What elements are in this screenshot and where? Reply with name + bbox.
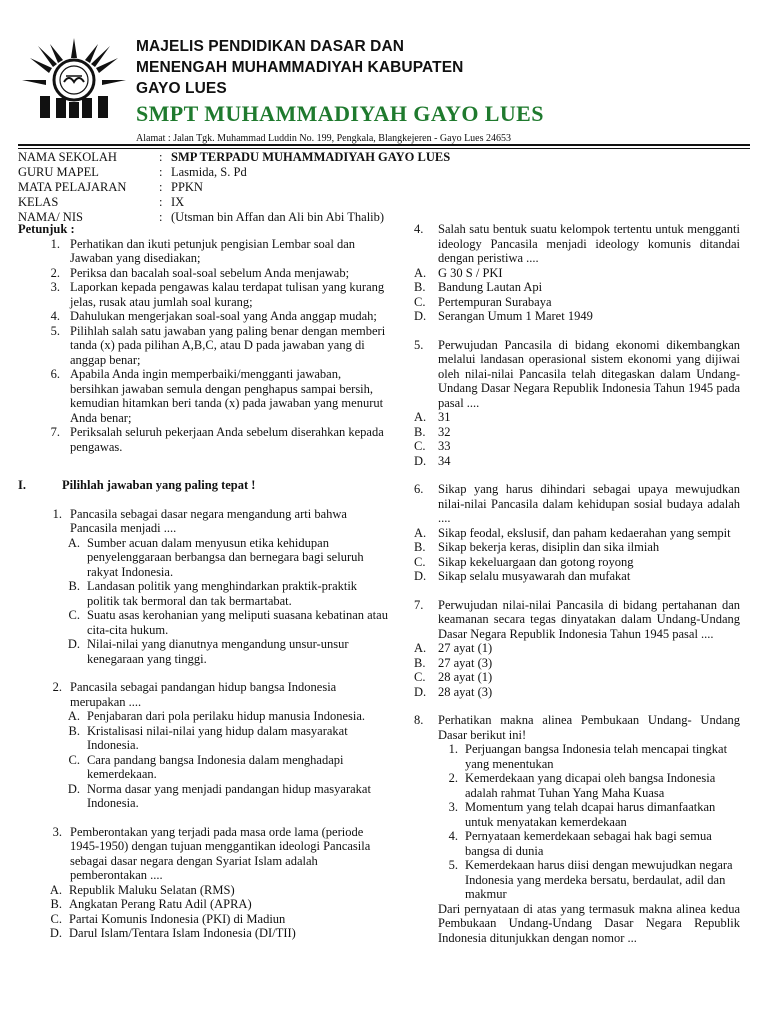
option-letter: C. [414,439,426,453]
option-letter: A. [67,709,80,723]
option-text: Sikap selalu musyawarah dan mufakat [438,569,631,583]
option-text: Landasan politik yang menghindarkan praktik-praktik politik tak bermoral dan tak bermartabat. [87,579,358,608]
info-separator: : [159,180,163,194]
instruction-number: 6. [50,367,60,381]
question-text: Perwujudan Pancasila di bidang ekonomi dikembangkan melalui landasan operasional sistem ekonomi yang dijiwai oleh nilai-nilai Pancasila telah ditegaskan dalam Undang-Undang Dasar Negara Republik Indonesia Tahun 1945 pada pasal .... [438,337,740,410]
answer-option[interactable] [414,670,740,685]
answer-option[interactable] [414,454,740,469]
question-number: 4. [414,222,424,236]
option-text: Cara pandang bangsa Indonesia dalam menghadapi kemerdekaan. [87,752,344,781]
option-letter: C. [68,752,80,767]
section-heading [18,478,390,493]
statement-number: 5. [448,858,458,872]
answer-option[interactable] [414,555,740,570]
option-text: Republik Maluku Selatan (RMS) [69,882,235,897]
option-text: Partai Komunis Indonesia (PKI) di Madiun [69,911,286,926]
instruction-number: 5. [50,323,60,338]
answer-option[interactable] [414,526,740,541]
answer-options [18,883,390,941]
question-text: Sikap yang harus dihindari sebagai upaya mewujudkan nilai-nilai Pancasila dalam kehidupan sosial budaya adalah .... [438,482,740,525]
question-text: Pemberontakan yang terjadi pada masa orde lama (periode 1945-1950) dengan tujuan menggantikan ideologi Pancasila sebagai dasar negara dengan Syariat Islam adalah pemberontakan .... [70,824,371,882]
question-stem [414,338,740,411]
answer-option[interactable] [414,641,740,656]
statement-text: Momentum yang telah dcapai harus dimanfaatkan untuk menyatakan kemerdekaan [465,800,716,829]
option-letter: D. [414,453,427,468]
answer-option[interactable] [414,569,740,584]
option-letter: A. [414,525,427,540]
question-5 [414,338,740,469]
question-stem [414,713,740,742]
school-address: Alamat : Jalan Tgk. Muhammad Luddin No. 199, Pengkala, Blangkejeren - Gayo Lues 24653 [136,133,512,144]
question-number: 6. [414,482,424,496]
question-stem [18,507,390,536]
option-text: 27 ayat (1) [438,641,493,655]
instruction-number: 1. [50,236,60,251]
question-text: Pancasila sebagai pandangan hidup bangsa Indonesia merupakan .... [70,680,337,709]
answer-option[interactable] [414,266,740,281]
question-number: 3. [52,824,62,839]
option-letter: A. [414,410,427,424]
instruction-item [18,266,390,281]
option-letter: B. [414,540,426,554]
answer-option[interactable] [18,724,390,753]
instruction-item [18,324,390,368]
info-label: KELAS [18,195,59,209]
statement-item [414,858,740,902]
answer-option[interactable] [18,926,390,941]
info-label: MATA PELAJARAN [18,180,127,194]
letterhead [0,0,768,146]
option-letter: D. [414,569,427,583]
answer-option[interactable] [414,656,740,671]
info-separator: : [159,210,163,224]
instruction-number: 4. [50,309,60,323]
instruction-text: Periksalah seluruh pekerjaan Anda sebelum diserahkan kepada pengawas. [70,425,384,454]
info-separator: : [159,195,163,209]
option-letter: A. [67,535,80,550]
option-letter: C. [414,294,426,309]
info-label: NAMA SEKOLAH [18,150,117,164]
info-label: NAMA/ NIS [18,210,83,224]
instruction-number: 3. [50,280,60,294]
statement-item [414,829,740,858]
info-label: GURU MAPEL [18,165,99,179]
instruction-text: Dahulukan mengerjakan soal-soal yang Anda anggap mudah; [70,309,377,323]
instruction-text: Perhatikan dan ikuti petunjuk pengisian Lembar soal dan Jawaban yang disediakan; [70,236,355,265]
info-row-teacher [18,165,450,180]
instructions-title: Petunjuk : [18,222,75,236]
question-number: 8. [414,713,424,727]
question-number: 1. [52,506,62,521]
info-value: (Utsman bin Affan dan Ali bin Abi Thalib) [171,210,385,224]
option-letter: B. [414,280,426,294]
question-7 [414,598,740,700]
option-letter: D. [414,684,427,699]
statement-number: 1. [448,742,458,756]
answer-option[interactable] [18,579,390,608]
info-value: PPKN [171,180,203,194]
answer-options [18,536,390,667]
info-value: Lasmida, S. Pd [171,165,247,179]
option-text: Nilai-nilai yang dianutnya mengandung unsur-unsur kenegaraan yang tinggi. [87,637,349,666]
info-value: IX [171,195,185,209]
option-letter: A. [414,641,427,655]
option-letter: D. [49,926,62,940]
option-text: Sumber acuan dalam menyusun etika kehidupan penyelenggaraan berbangsa dan bernegara bagi seluruh rakyat Indonesia. [87,535,364,579]
instruction-item [18,367,390,425]
statement-text: Kemerdekaan harus diisi dengan mewujudkan negara Indonesia yang merdeka bersatu, berdaulat, adil dan makmur [465,858,733,901]
option-text: 28 ayat (3) [438,684,493,699]
question-stem [18,680,390,709]
left-column [18,222,390,941]
option-text: Sikap feodal, ekslusif, dan paham kedaerahan yang sempit [438,525,731,540]
org-name-line-1: MAJELIS PENDIDIKAN DASAR DAN [136,38,405,55]
option-letter: B. [50,897,62,911]
option-letter: C. [50,911,62,926]
option-text: Pertempuran Surabaya [438,294,552,309]
question-1 [18,507,390,667]
info-row-class [18,195,450,210]
option-text: Serangan Umum 1 Maret 1949 [438,309,593,323]
answer-option[interactable] [414,309,740,324]
option-text: Bandung Lautan Api [438,280,543,294]
question-number: 2. [52,680,62,694]
statement-number: 2. [448,771,458,785]
answer-option[interactable] [18,608,390,637]
option-text: Darul Islam/Tentara Islam Indonesia (DI/TII) [69,926,296,940]
right-column [414,222,740,959]
question-8 [414,713,740,945]
question-text: Perwujudan nilai-nilai Pancasila di bidang pertahanan dan keamanan secara tegas dinyatakan dalam Undang-Undang Dasar Negara Republik Indonesia Tahun 1945 pasal .... [438,597,740,641]
instruction-text: Periksa dan bacalah soal-soal sebelum Anda menjawab; [70,265,350,280]
option-letter: A. [414,265,427,280]
option-text: Angkatan Perang Ratu Adil (APRA) [69,897,252,911]
option-text: 32 [438,424,451,439]
answer-option[interactable] [18,753,390,782]
option-letter: B. [68,579,80,593]
instructions-list [18,237,390,455]
answer-option[interactable] [18,897,390,912]
org-name-line-2: MENENGAH MUHAMMADIYAH KABUPATEN [136,59,464,76]
instruction-text: Apabila Anda ingin memperbaiki/mengganti jawaban, bersihkan jawaban semula dengan penghapus sampai bersih, kemudian hitamkan beri tanda (x) pada jawaban yang menurut Anda benar; [70,367,384,425]
question-text: Salah satu bentuk suatu kelompok tertentu untuk mengganti ideology Pancasila menjadi ideology komunis ditandai dengan peristiwa .... [438,222,740,265]
instruction-text: Pilihlah salah satu jawaban yang paling benar dengan memberi tanda (x) pada pilihan A,B,C, atau D pada jawaban yang di anggap benar; [70,323,386,367]
instruction-item [18,237,390,266]
instruction-item [18,309,390,324]
option-letter: C. [68,608,80,622]
question-stem [414,222,740,266]
option-letter: B. [414,655,426,670]
info-row-subject [18,180,450,195]
question-stem [414,598,740,642]
statement-number: 3. [448,800,458,814]
org-name-line-3: GAYO LUES [136,80,227,97]
answer-option[interactable] [18,637,390,666]
question-number: 5. [414,337,424,352]
option-text: Kristalisasi nilai-nilai yang hidup dalam masyarakat Indonesia. [87,723,348,752]
statement-item [414,742,740,771]
answer-option[interactable] [414,685,740,700]
question-text: Pancasila sebagai dasar negara mengandung arti bahwa Pancasila menjadi .... [70,506,347,535]
statement-text: Perjuangan bangsa Indonesia telah mencapai tingkat yang menentukan [465,742,728,771]
question-number: 7. [414,597,424,612]
option-letter: D. [67,781,80,796]
muhammadiyah-sun-logo-icon [20,36,128,120]
question-text: Perhatikan makna alinea Pembukaan Undang- Undang Dasar berikut ini! [438,713,740,742]
option-letter: D. [67,637,80,651]
option-letter: B. [414,424,426,439]
statement-text: Kemerdekaan yang dicapai oleh bangsa Indonesia adalah rahmat Tuhan Yang Maha Kuasa [465,771,716,800]
instruction-number: 7. [50,425,60,439]
question-closing-text: Dari pernyataan di atas yang termasuk makna alinea kedua Pembukaan Undang-Undang Dasar Negara Republik Indonesia ditunjukkan dengan nomor ... [438,901,740,945]
answer-option[interactable] [18,782,390,811]
answer-option[interactable] [414,425,740,440]
option-text: G 30 S / PKI [438,265,503,280]
section-title: Pilihlah jawaban yang paling tepat ! [62,478,256,492]
instruction-item [18,425,390,454]
option-letter: C. [414,670,426,684]
answer-option[interactable] [18,709,390,724]
option-text: 34 [438,453,451,468]
option-letter: C. [414,554,426,569]
option-text: Suatu asas kerohanian yang meliputi suasana kebatinan atau cita-cita hukum. [87,608,388,637]
option-text: 27 ayat (3) [438,655,493,670]
answer-option[interactable] [414,439,740,454]
answer-option[interactable] [18,883,390,898]
answer-option[interactable] [18,912,390,927]
option-text: 31 [438,410,451,424]
answer-option[interactable] [414,295,740,310]
option-text: Norma dasar yang menjadi pandangan hidup masyarakat Indonesia. [87,781,371,810]
answer-option[interactable] [18,536,390,580]
option-letter: D. [414,309,427,323]
statement-text: Pernyataan kemerdekaan sebagai hak bagi semua bangsa di dunia [465,829,712,858]
question-stem [414,482,740,526]
statement-item [414,771,740,800]
question-2 [18,680,390,811]
option-letter: B. [68,723,80,738]
info-separator: : [159,150,163,164]
question-3 [18,825,390,941]
letterhead-rule-thin [18,148,750,149]
instruction-number: 2. [50,265,60,280]
option-text: Sikap bekerja keras, disiplin dan sika ilmiah [438,540,660,554]
info-separator: : [159,165,163,179]
question-4 [414,222,740,324]
option-text: Sikap kekeluargaan dan gotong royong [438,554,634,569]
school-name: SMPT MUHAMMADIYAH GAYO LUES [136,101,544,126]
letterhead-rule-thick [18,144,750,146]
answer-option[interactable] [414,540,740,555]
statement-number: 4. [448,829,458,843]
instruction-text: Laporkan kepada pengawas kalau terdapat tulisan yang kurang jelas, rusak atau jumlah soal kurang; [70,280,385,309]
option-letter: A. [49,882,62,897]
option-text: 33 [438,439,451,453]
answer-option[interactable] [414,410,740,425]
option-text: Penjabaran dari pola perilaku hidup manusia Indonesia. [87,709,366,723]
answer-options [18,709,390,811]
info-value: SMP TERPADU MUHAMMADIYAH GAYO LUES [171,150,451,164]
question-stem [18,825,390,883]
info-row-school [18,150,450,165]
letterhead-text [136,36,544,146]
instruction-item [18,280,390,309]
answer-option[interactable] [414,280,740,295]
question-6 [414,482,740,584]
statement-item [414,800,740,829]
exam-info [18,150,450,225]
section-number: I. [18,478,26,492]
option-text: 28 ayat (1) [438,670,493,684]
